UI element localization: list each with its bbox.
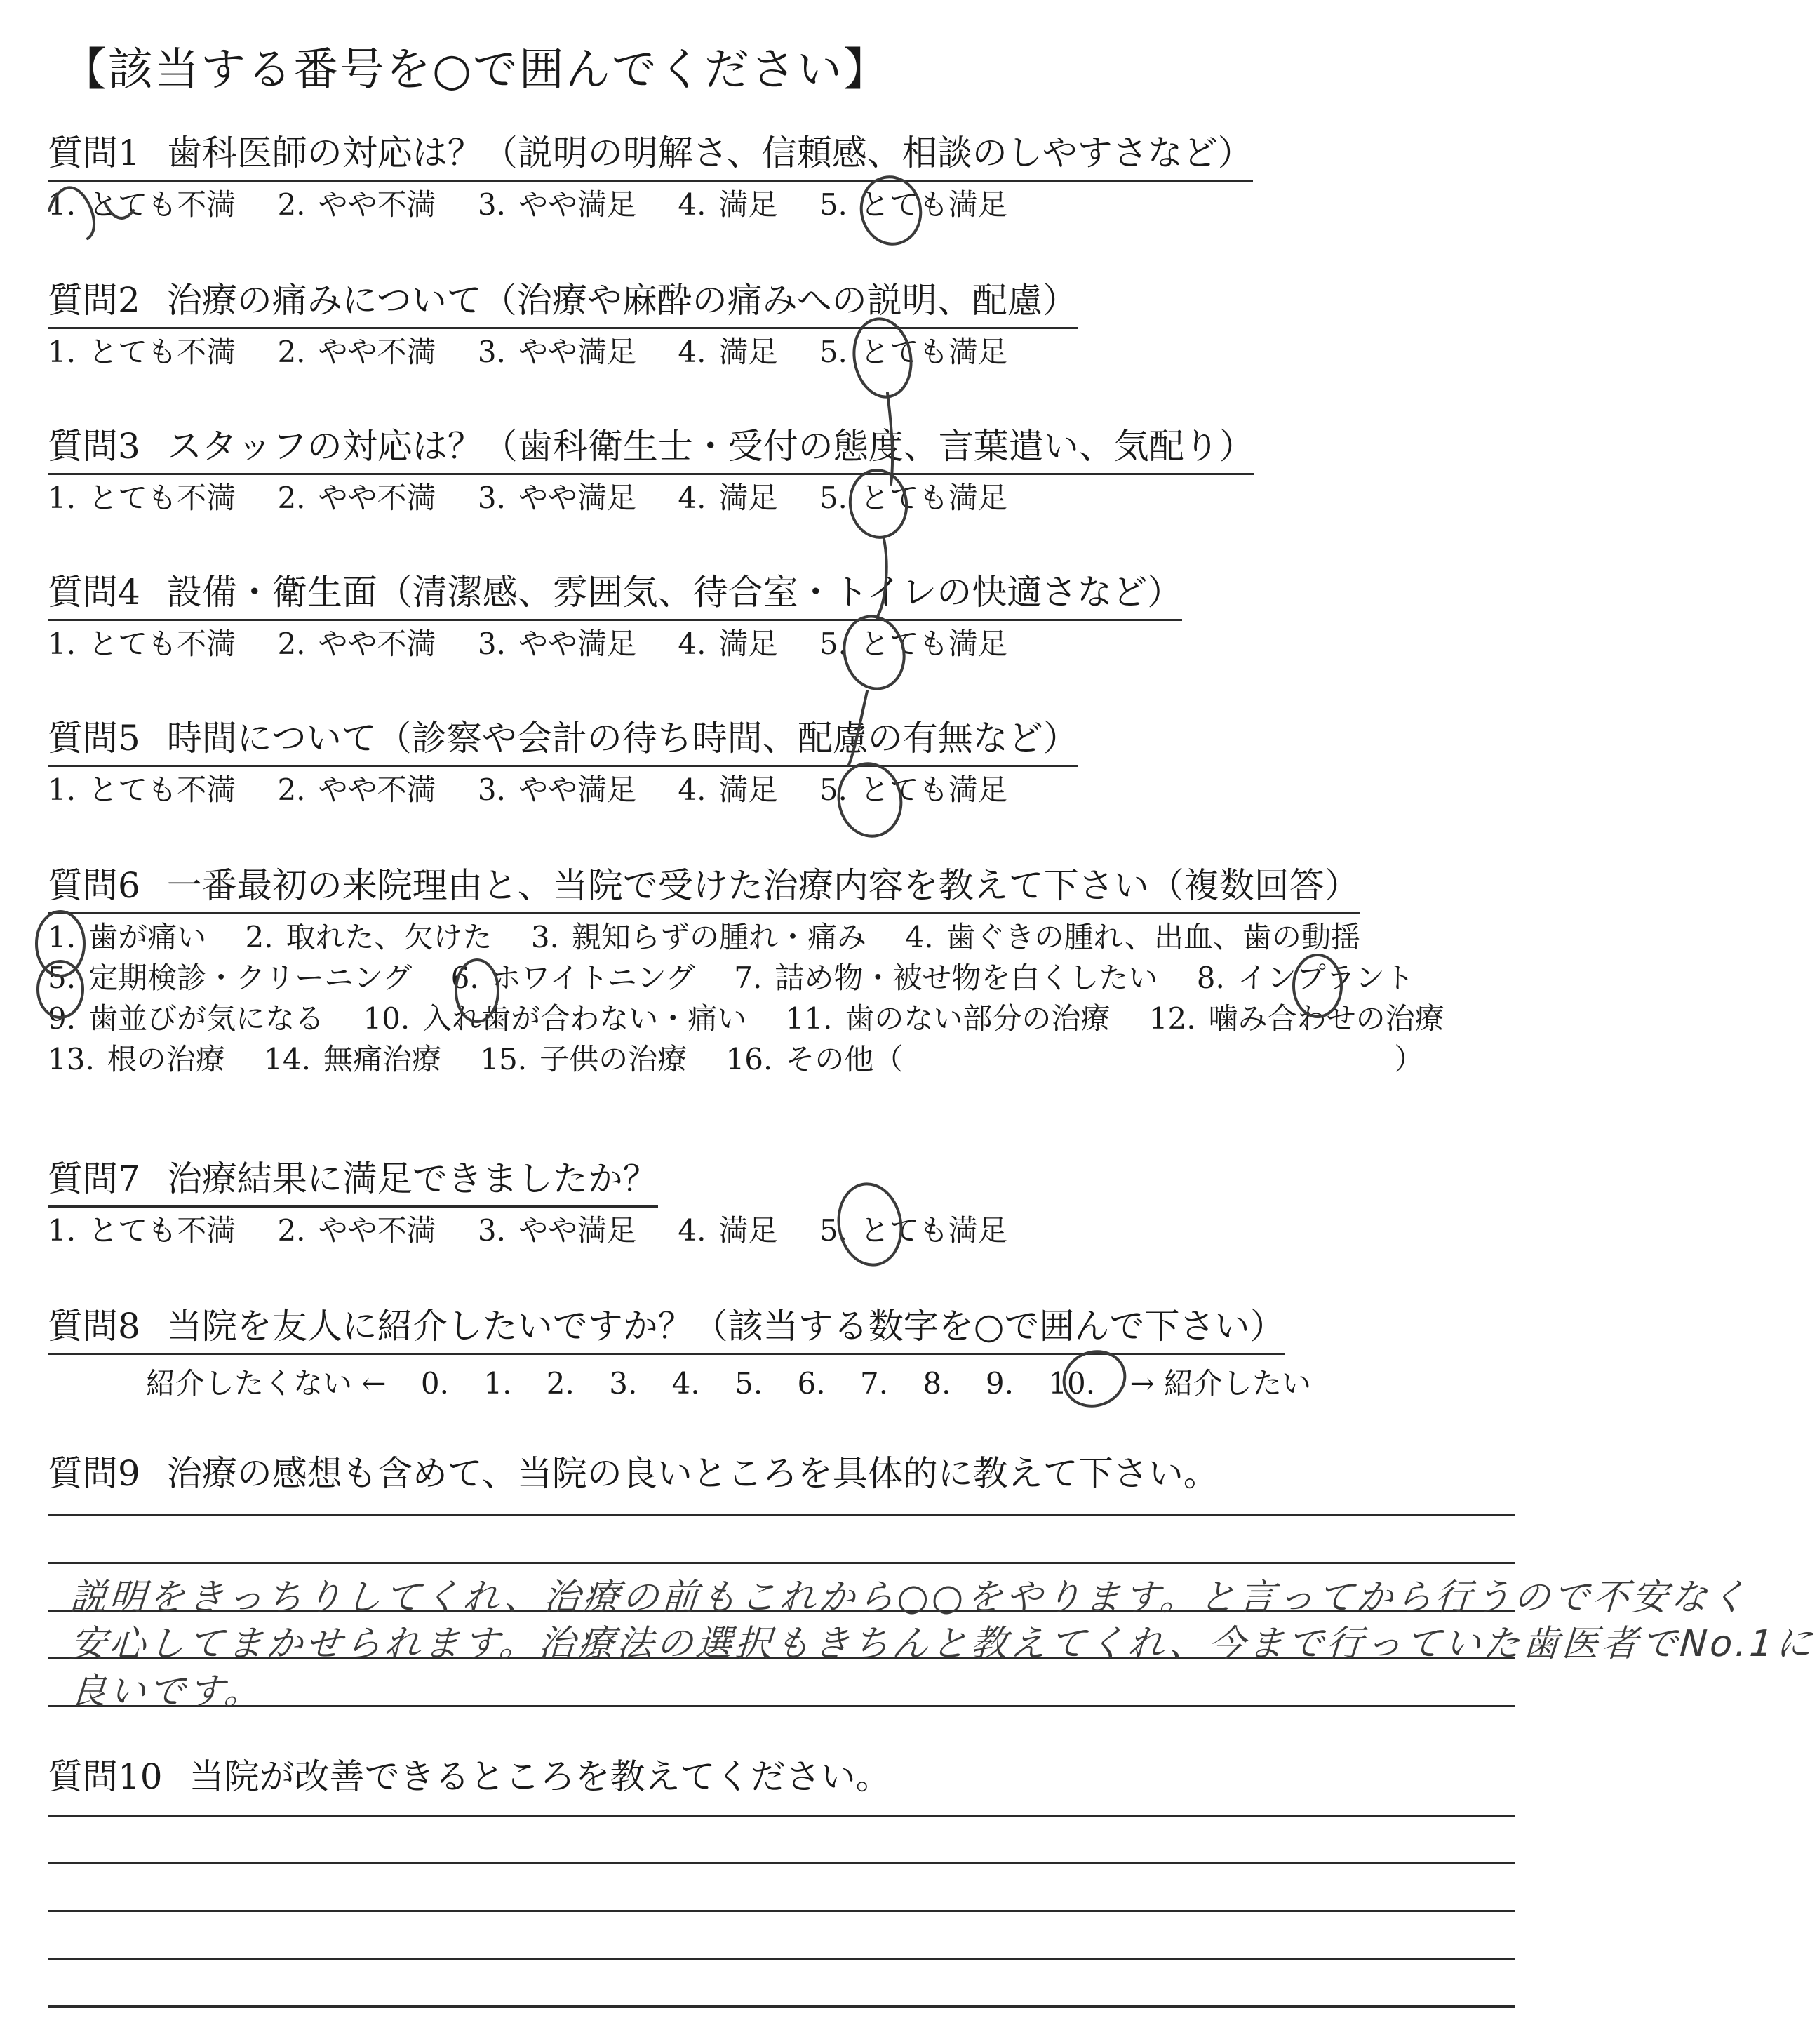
q8-scale-8[interactable]: 8. <box>923 1366 951 1401</box>
q6-option-6-circle <box>456 960 498 1022</box>
q5-option-2[interactable]: 2. やや不満 <box>277 773 436 807</box>
q8-scale-3[interactable]: 3. <box>609 1366 638 1401</box>
q2-option-3[interactable]: 3. やや満足 <box>477 335 636 369</box>
q3-option-3[interactable]: 3. やや満足 <box>477 481 636 515</box>
question-8-text: 当院を友人に紹介したいですか？（該当する数字を○で囲んで下さい） <box>166 1306 1285 1347</box>
question-1-text: 歯科医師の対応は？（説明の明解さ、信頼感、相談のしやすさなど） <box>166 133 1253 173</box>
q8-answer-circle <box>1057 1343 1133 1415</box>
q4-answer-circle <box>837 610 912 695</box>
q9-handwritten-line-1: 説明をきっちりしてくれ、治療の前もこれから○○をやります。と言ってから行うので不安なく <box>68 1577 1751 1619</box>
q3-option-2[interactable]: 2. やや不満 <box>277 481 436 515</box>
q6-option-13[interactable]: 13. 根の治療 <box>48 1042 225 1076</box>
q6-option-14[interactable]: 14. 無痛治療 <box>264 1042 441 1076</box>
question-7-label: 質問7 <box>48 1158 140 1199</box>
question-5-label: 質問5 <box>48 718 140 759</box>
question-2-text: 治療の痛みについて（治療や麻酔の痛みへの説明、配慮） <box>166 280 1078 321</box>
q6-option-12[interactable]: 12. 噛み合わせの治療 <box>1148 1001 1444 1036</box>
q4-q5-connector <box>849 691 867 765</box>
q8-scale-0[interactable]: 0. <box>420 1366 449 1401</box>
q6-option-8[interactable]: 8. インプラント <box>1196 961 1414 995</box>
question-7-text: 治療結果に満足できましたか？ <box>166 1158 658 1199</box>
q6-option-9[interactable]: 9. 歯並びが気になる <box>48 1001 325 1036</box>
q6-option-8-circle <box>1294 955 1341 1017</box>
q8-scale-2[interactable]: 2. <box>546 1366 575 1401</box>
q1-answer-circle <box>855 171 927 249</box>
question-2-label: 質問2 <box>48 280 140 321</box>
q5-answer-circle <box>832 758 908 842</box>
q1-option-1[interactable]: 1. とても不満 <box>48 187 236 222</box>
q5-option-5[interactable]: 5. とても満足 <box>819 773 1007 807</box>
q6-option-4[interactable]: 4. 歯ぐきの腫れ、出血、歯の動揺 <box>905 920 1360 954</box>
q8-scale-6[interactable]: 6. <box>797 1366 826 1401</box>
q6-option-16[interactable]: 16. その他（ ） <box>725 1042 1424 1076</box>
q8-scale-1[interactable]: 1. <box>483 1366 512 1401</box>
q3-q4-connector <box>877 539 887 617</box>
q2-option-4[interactable]: 4. 満足 <box>678 335 778 369</box>
q7-option-1[interactable]: 1. とても不満 <box>48 1213 236 1248</box>
q4-option-3[interactable]: 3. やや満足 <box>477 627 636 661</box>
q6-other-close: ） <box>1394 1042 1424 1076</box>
q2-answer-circle <box>848 314 917 401</box>
question-1-label: 質問1 <box>48 133 140 173</box>
page-title: 【該当する番号を○で囲んでください】 <box>62 44 890 96</box>
q6-option-7[interactable]: 7. 詰め物・被せ物を白くしたい <box>734 961 1158 995</box>
question-8-label: 質問8 <box>48 1306 140 1347</box>
q6-option-5-circle <box>38 961 83 1017</box>
q5-option-3[interactable]: 3. やや満足 <box>477 773 636 807</box>
q3-option-1[interactable]: 1. とても不満 <box>48 481 236 515</box>
q9-handwritten-line-2: 安心してまかせられます。治療法の選択もきちんと教えてくれ、今まで行っていた歯医者でNo.1に <box>68 1623 1817 1665</box>
q6-option-6[interactable]: 6. ホワイトニング <box>450 961 695 995</box>
q8-scale-right-label: → 紹介したい <box>1129 1366 1311 1401</box>
q5-option-1[interactable]: 1. とても不満 <box>48 773 236 807</box>
q7-answer-circle <box>833 1179 908 1270</box>
q9-handwritten-line-3: 良いです。 <box>68 1671 265 1713</box>
q3-answer-circle <box>846 467 911 541</box>
q4-option-2[interactable]: 2. やや不満 <box>277 627 436 661</box>
question-5-text: 時間について（診察や会計の待ち時間、配慮の有無など） <box>166 718 1078 759</box>
q6-option-2[interactable]: 2. 取れた、欠けた <box>245 920 492 954</box>
q6-option-10[interactable]: 10. 入れ歯が合わない・痛い <box>363 1001 747 1036</box>
q3-option-4[interactable]: 4. 満足 <box>678 481 778 515</box>
q6-option-3[interactable]: 3. 親知らずの腫れ・痛み <box>530 920 866 954</box>
question-3-text: スタッフの対応は？（歯科衛生士・受付の態度、言葉遣い、気配り） <box>166 426 1254 467</box>
q8-scale-left-label: 紹介したくない ← <box>146 1366 387 1401</box>
question-6-text: 一番最初の来院理由と、当院で受けた治療内容を教えて下さい（複数回答） <box>166 865 1360 906</box>
q6-option-1-circle <box>36 911 84 976</box>
question-9-text: 治療の感想も含めて、当院の良いところを具体的に教えて下さい。 <box>166 1453 1219 1494</box>
q6-option-15[interactable]: 15. 子供の治療 <box>480 1042 688 1076</box>
q8-scale-10[interactable]: 10. <box>1048 1366 1096 1401</box>
q8-scale-7[interactable]: 7. <box>859 1366 889 1401</box>
q1-option-5[interactable]: 5. とても満足 <box>819 187 1007 222</box>
question-9-label: 質問9 <box>48 1453 140 1494</box>
q7-option-3[interactable]: 3. やや満足 <box>477 1213 636 1248</box>
q8-scale-9[interactable]: 9. <box>985 1366 1014 1401</box>
q8-scale-4[interactable]: 4. <box>671 1366 700 1401</box>
q4-option-4[interactable]: 4. 満足 <box>678 627 778 661</box>
question-10-text: 当院が改善できるところを教えてください。 <box>189 1756 891 1797</box>
q3-option-5[interactable]: 5. とても満足 <box>819 481 1007 515</box>
q7-option-4[interactable]: 4. 満足 <box>678 1213 778 1248</box>
q2-q3-connector <box>887 393 892 484</box>
q8-scale-5[interactable]: 5. <box>735 1366 763 1401</box>
question-3-label: 質問3 <box>48 426 140 467</box>
question-6-label: 質問6 <box>48 865 140 906</box>
q7-option-2[interactable]: 2. やや不満 <box>277 1213 436 1248</box>
q6-option-11[interactable]: 11. 歯のない部分の治療 <box>785 1001 1111 1036</box>
q2-option-1[interactable]: 1. とても不満 <box>48 335 236 369</box>
q1-option-4[interactable]: 4. 満足 <box>678 187 778 222</box>
question-10-label: 質問10 <box>48 1756 163 1797</box>
q4-option-5[interactable]: 5. とても満足 <box>819 627 1007 661</box>
q1-stray-mark <box>49 187 133 239</box>
q5-option-4[interactable]: 4. 満足 <box>678 773 778 807</box>
q1-option-3[interactable]: 3. やや満足 <box>477 187 636 222</box>
q2-option-2[interactable]: 2. やや不満 <box>277 335 436 369</box>
q1-option-2[interactable]: 2. やや不満 <box>277 187 436 222</box>
q6-option-1[interactable]: 1. 歯が痛い <box>48 920 207 954</box>
question-4-text: 設備・衛生面（清潔感、雰囲気、待合室・トイレの快適さなど） <box>166 572 1183 613</box>
q2-option-5[interactable]: 5. とても満足 <box>819 335 1007 369</box>
question-4-label: 質問4 <box>48 572 140 613</box>
q4-option-1[interactable]: 1. とても不満 <box>48 627 236 661</box>
q7-option-5[interactable]: 5. とても満足 <box>819 1213 1007 1248</box>
q6-option-5[interactable]: 5. 定期検診・クリーニング <box>48 961 413 995</box>
